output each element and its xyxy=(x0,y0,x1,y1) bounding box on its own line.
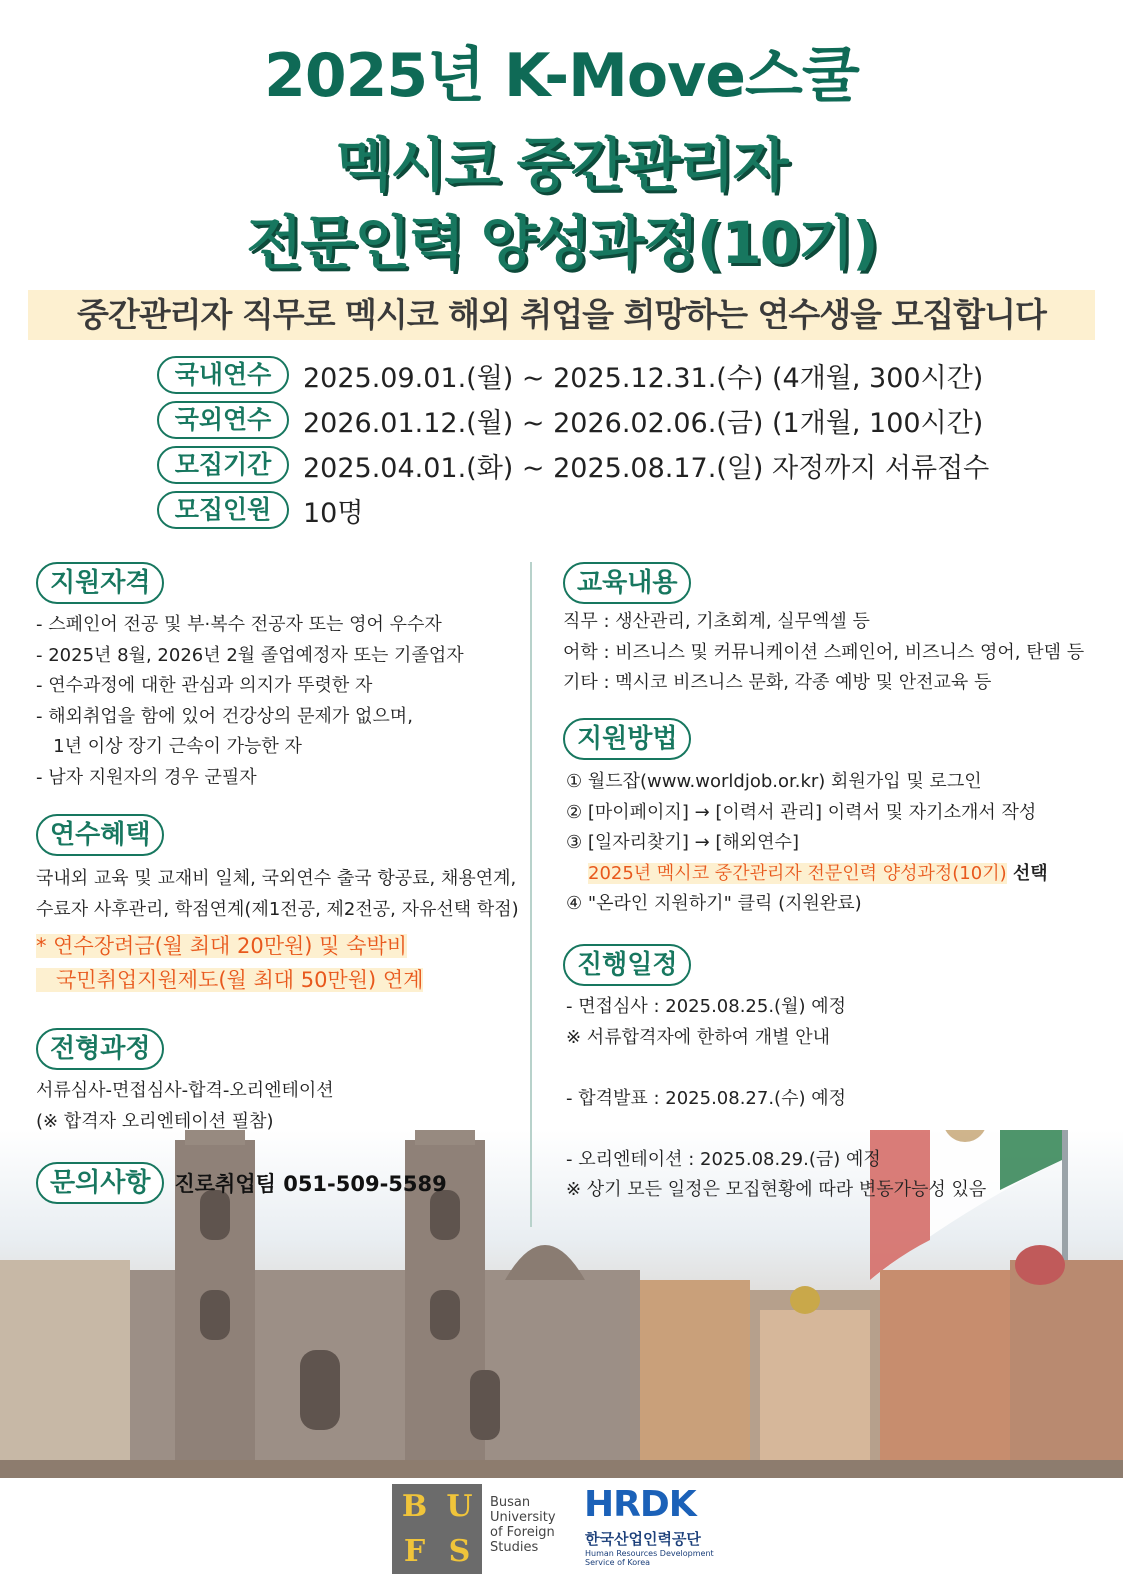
method-step: ④ "온라인 지원하기" 클릭 (지원완료) xyxy=(566,893,862,914)
logo-letter: F xyxy=(403,1534,426,1569)
course-title-line2: 전문인력 양성과정(10기) xyxy=(246,209,877,277)
info-value: 10명 xyxy=(303,497,364,529)
benefit-line: 국내외 교육 및 교재비 일체, 국외연수 출국 항공료, 채용연계, xyxy=(36,868,517,889)
schedule-line: - 합격발표 : 2025.08.27.(수) 예정 xyxy=(566,1087,846,1109)
selection-line: 서류심사-면접심사-합격-오리엔테이션 xyxy=(36,1080,334,1101)
list-item: - 연수과정에 대한 관심과 의지가 뚜렷한 자 xyxy=(36,675,373,696)
logo-text: Service of Korea xyxy=(585,1558,651,1567)
info-row-headcount xyxy=(157,490,363,530)
schedule-line: ※ 서류합격자에 한하여 개별 안내 xyxy=(566,1026,831,1048)
recruitment-subtitle: 중간관리자 직무로 멕시코 해외 취업을 희망하는 연수생을 모집합니다 xyxy=(28,290,1095,340)
education-line: 직무 : 생산관리, 기초회계, 실무엑셀 등 xyxy=(563,611,870,632)
section-title-method: 지원방법 xyxy=(563,718,691,760)
info-label: 모집인원 xyxy=(157,491,289,529)
method-step-course xyxy=(566,859,1048,890)
info-row-domestic xyxy=(157,355,983,395)
section-title-contact: 문의사항 xyxy=(36,1162,164,1204)
education-line: 기타 : 멕시코 비즈니스 문화, 각종 예방 및 안전교육 등 xyxy=(563,672,992,693)
schedule-line: ※ 상기 모든 일정은 모집현황에 따라 변동가능성 있음 xyxy=(566,1179,987,1200)
info-row-overseas xyxy=(157,400,983,440)
method-body xyxy=(566,767,1048,920)
section-title-education: 교육내용 xyxy=(563,562,691,604)
info-value: 2025.09.01.(월) ~ 2025.12.31.(수) (4개월, 300시간) xyxy=(303,362,984,394)
footer xyxy=(0,1478,1123,1587)
course-title-line1: 멕시코 중간관리자 xyxy=(336,131,787,199)
logo-letter: B xyxy=(401,1489,428,1524)
section-title-eligibility: 지원자격 xyxy=(36,562,164,604)
logo-letter: U xyxy=(446,1489,473,1524)
hrdk-logo: HRDK xyxy=(584,1484,696,1525)
section-title-selection: 전형과정 xyxy=(36,1028,164,1070)
logo-text: University xyxy=(490,1510,556,1525)
bufs-logo xyxy=(392,1484,482,1574)
bufs-name xyxy=(490,1495,556,1555)
info-row-period xyxy=(157,445,989,485)
list-item: - 남자 지원자의 경우 군필자 xyxy=(36,766,257,788)
logo-text: Human Resources Development xyxy=(585,1549,714,1558)
hrdk-english-name xyxy=(585,1549,714,1567)
eligibility-list xyxy=(36,610,464,793)
logo-text: of Foreign xyxy=(490,1525,555,1540)
contact-row xyxy=(36,1162,447,1204)
benefit-highlight: 국민취업지원제도(월 최대 50만원) 연계 xyxy=(36,968,424,992)
info-label: 모집기간 xyxy=(157,446,289,484)
page-title: 2025년 K-Move스쿨 xyxy=(264,41,859,111)
column-divider xyxy=(530,562,532,1227)
info-value: 2025.04.01.(화) ~ 2025.08.17.(일) 자정까지 서류접수 xyxy=(303,452,990,484)
schedule-line: - 면접심사 : 2025.08.25.(월) 예정 xyxy=(566,996,846,1017)
method-step: ① 월드잡(www.worldjob.or.kr) 회원가입 및 로그인 xyxy=(566,771,982,792)
contact-phone: 진로취업팀 051-509-5589 xyxy=(174,1172,447,1196)
list-item: - 해외취업을 함에 있어 건강상의 문제가 없으며, xyxy=(36,705,413,727)
list-item: - 2025년 8월, 2026년 2월 졸업예정자 또는 기졸업자 xyxy=(36,644,464,666)
hrdk-name: 한국산업인력공단 xyxy=(585,1530,701,1548)
method-step: ② [마이페이지] → [이력서 관리] 이력서 및 자기소개서 작성 xyxy=(566,801,1037,823)
section-title-schedule: 진행일정 xyxy=(563,944,691,986)
list-item: 1년 이상 장기 근속이 가능한 자 xyxy=(36,736,302,757)
education-body xyxy=(563,607,1084,699)
list-item: - 스페인어 전공 및 부·복수 전공자 또는 영어 우수자 xyxy=(36,614,442,635)
benefit-line: 수료자 사후관리, 학점연계(제1전공, 제2전공, 자유선택 학점) xyxy=(36,898,519,920)
info-label: 국외연수 xyxy=(157,401,289,439)
logo-text: Busan xyxy=(490,1495,531,1510)
course-name-highlight: 2025년 멕시코 중간관리자 전문인력 양성과정(10기) xyxy=(588,862,1007,884)
schedule-body xyxy=(566,992,986,1206)
info-value: 2026.01.12.(월) ~ 2026.02.06.(금) (1개월, 100시간) xyxy=(303,407,984,439)
method-step: ③ [일자리찾기] → [해외연수] xyxy=(566,832,799,853)
benefit-highlight: * 연수장려금(월 최대 20만원) 및 숙박비 xyxy=(36,934,407,958)
education-line: 어학 : 비즈니스 및 커뮤니케이션 스페인어, 비즈니스 영어, 탄뎀 등 xyxy=(563,641,1085,663)
select-label: 선택 xyxy=(1006,862,1048,884)
schedule-line: - 오리엔테이션 : 2025.08.29.(금) 예정 xyxy=(566,1148,881,1170)
logo-letter: S xyxy=(448,1534,471,1569)
info-label: 국내연수 xyxy=(157,356,289,394)
selection-line: (※ 합격자 오리엔테이션 필참) xyxy=(36,1110,274,1132)
section-title-benefits: 연수혜택 xyxy=(36,814,164,856)
logo-text: Studies xyxy=(490,1540,539,1555)
benefits-body xyxy=(36,864,519,997)
selection-body xyxy=(36,1076,334,1137)
